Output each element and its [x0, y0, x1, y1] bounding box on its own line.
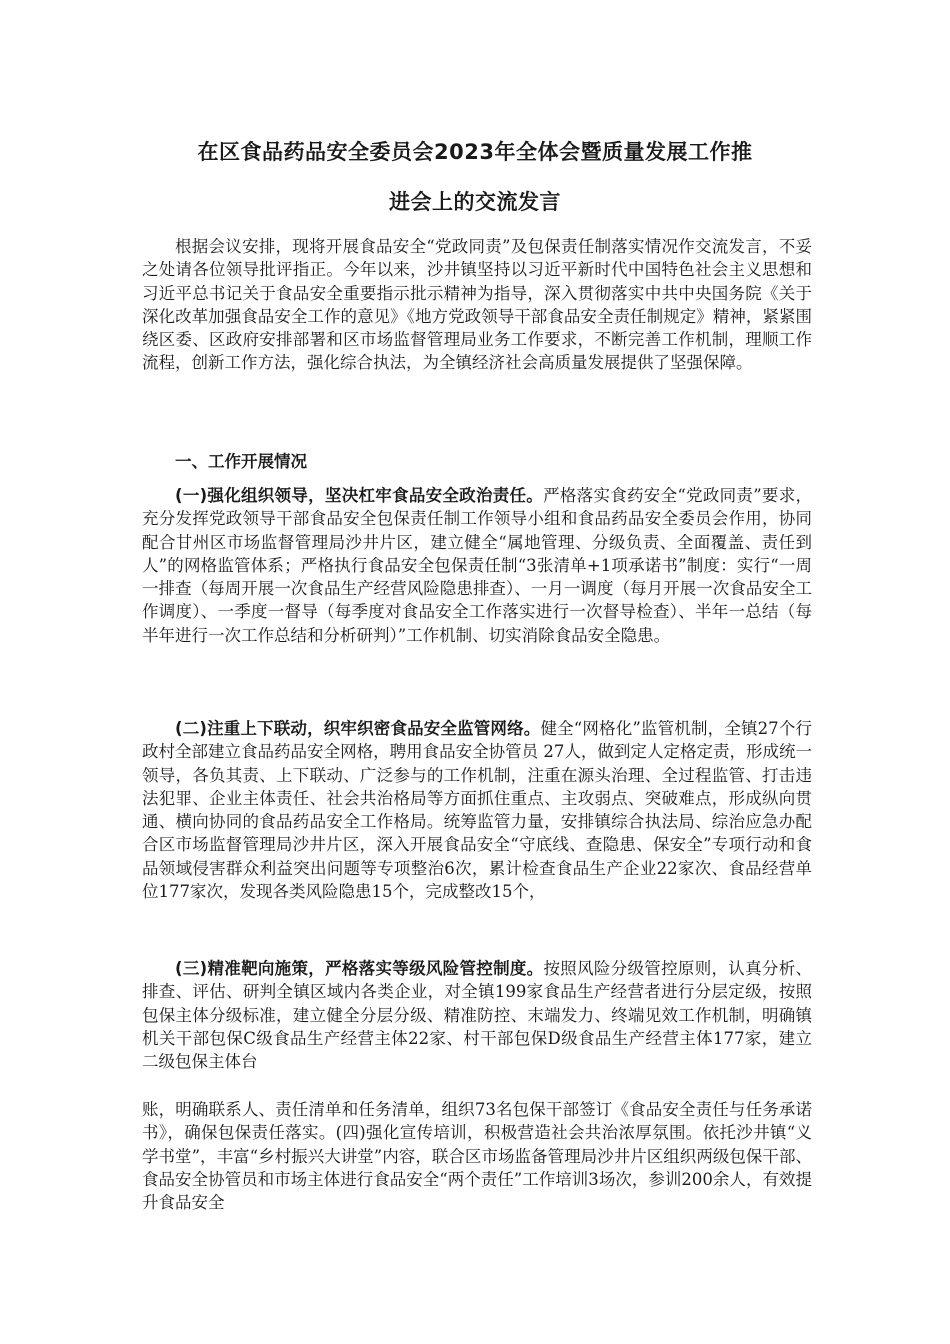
intro-paragraph: [142, 235, 812, 375]
paragraph-item-3: [142, 957, 812, 1073]
item2-lead: (二)注重上下联动，织牢织密食品安全监管网络。: [175, 719, 541, 738]
item1-text: 严格落实食药安全“党政同责”要求，充分发挥党政领导干部食品安全包保责任制工作领导小组和食品药品安全委员会作用，协同配合甘州区市场监督管理局沙井片区，建立健全“属地管理、分级负责、全面覆盖、责任到人”的网格监管体系；严格执行食品安全包保责任制“3张清单+1项承诺书”制度：实行“一周一排查（每周开展一次食品生产经营风险隐患排查）、一月一调度（每月开展一次食品安全工作调度）、一季度一督导（每季度对食品安全工作落实进行一次督导检查）、半年一总结（每半年进行一次工作总结和分析研判）”工作机制、切实消除食品安全隐患。: [142, 486, 812, 645]
section-heading: [142, 450, 812, 473]
intro-text: 根据会议安排，现将开展食品安全“党政同责”及包保责任制落实情况作交流发言，不妥之处请各位领导批评指正。今年以来，沙井镇坚持以习近平新时代中国特色社会主义思想和习近平总书记关于食品安全重要指示批示精神为指导，深入贯彻落实中共中央国务院《关于深化改革加强食品安全工作的意见》《地方党政领导干部食品安全责任制规定》精神，紧紧围绕区委、区政府安排部署和区市场监督管理局业务工作要求，不断完善工作机制，理顺工作流程，创新工作方法，强化综合执法，为全镇经济社会高质量发展提供了坚强保障。: [142, 237, 812, 373]
item2-text: 健全“网格化”监管机制，全镇27个行政村全部建立食品药品安全网格，聘用食品安全协管员 27人，做到定人定格定责，形成统一领导，各负其责、上下联动、广泛参与的工作机制，注重在源头治理、全过程监管、打击违法犯罪、企业主体责任、社会共治格局等方面抓住重点、主攻弱点、突破难点，形成纵向贯通、横向协同的食品药品安全工作格局。统筹监管力量，安排镇综合执法局、综治应急办配合区市场监督管理局沙井片区，深入开展食品安全“守底线、查隐患、保安全”专项行动和食品领域侵害群众利益突出问题等专项整治6次，累计检查食品生产企业22家次、食品经营单位177家次，发现各类风险隐患15个，完成整改15个，: [142, 719, 812, 902]
item1-lead: (一)强化组织领导，坚决杠牢食品安全政治责任。: [175, 486, 544, 505]
paragraph-item-2: [142, 717, 812, 903]
continuation-paragraph: [142, 1098, 812, 1214]
item3-lead: (三)精准靶向施策，严格落实等级风险管控制度。: [175, 959, 544, 978]
paragraph-item-1: [142, 484, 812, 647]
item3-text: 按照风险分级管控原则，认真分析、排查、评估、研判全镇区域内各类企业，对全镇199家食品生产经营者进行分层定级，按照包保主体分级标准，建立健全分层分级、精准防控、末端发力、终端见效工作机制，明确镇机关干部包保C级食品生产经营主体22家、村干部包保D级食品生产经营主体177家，建立二级包保主体台: [142, 959, 813, 1072]
continuation-text: 账，明确联系人、责任清单和任务清单，组织73名包保干部签订《食品安全责任与任务承诺书》，确保包保责任落实。(四)强化宣传培训，积极营造社会共治浓厚氛围。依托沙井镇“义学书堂”，丰富“乡村振兴大讲堂”内容，联合区市场监备管理局沙井片区组织两级包保干部、食品安全协管员和市场主体进行食品安全“两个责任”工作培训3场次，参训200余人，有效提升食品安全: [142, 1100, 812, 1213]
document-title-line2: 进会上的交流发言: [389, 190, 561, 214]
document-title-line1: 在区食品药品安全委员会2023年全体会暨质量发展工作推: [197, 140, 753, 164]
section1-heading: 一、工作开展情况: [175, 452, 307, 471]
